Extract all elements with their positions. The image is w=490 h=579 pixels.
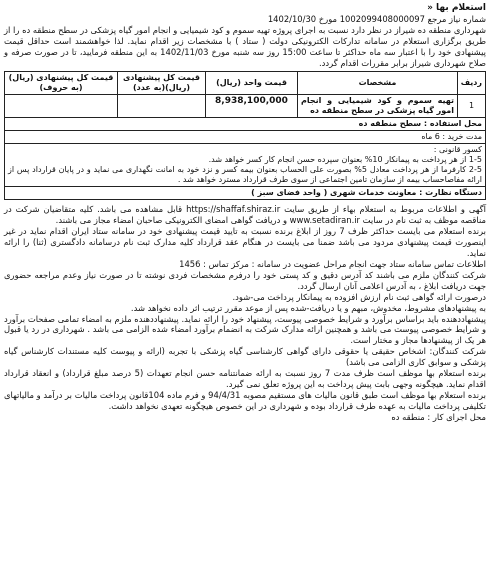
table-header-row: [5, 72, 486, 95]
body-paragraph: پیشنهاددهنده باید براساس برآورد و شرایط خصوصی پیوست، پیشنهاد خود را ارائه نماید. پیشنهاددهنده ملزم به امضاء تمامی صفحات برآورد و شرایط خصوصی پیوست می باشد و همچنین ارائه مدارک شرکت به انضمام برآورد امضاء شده الزامی می باشد . شهرداری در رد یا قبول هر یک از پیشنهادها مجاز و مختار است.: [4, 313, 486, 346]
body-paragraph: اطلاعات تماس سامانه ستاد جهت انجام مراحل عضویت در سامانه : مرکز تماس : 1456: [179, 258, 486, 269]
body-paragraph: به پیشنهادهای مشروط، مخدوش، مبهم و یا دریافت-شده پس از موعد مقرر ترتیب اثر داده نخواهد شد.: [130, 302, 486, 313]
row-total-words: [5, 95, 118, 118]
row-description: تهیه سموم و کود شیمیایی و انجام امور گیاه پزشکی در سطح منطقه ده: [298, 95, 458, 118]
body-paragraph: برنده استعلام می بایست حداکثر ظرف 7 روز از ابلاغ برنده نسبت به تایید قیمت پیشنهادی خود در سامانه ستاد ایران اقدام نماید در غیر اینصورت قیمت پیشنهادی مردود می باشد ضمنا می بایست در هنگام عقد قرارداد کلیه مدارک ثبت نام درسامانه دادگستری (ثنا) را ارائه نماید.: [4, 226, 487, 259]
tender-notice: [4, 3, 486, 573]
location-text: محل استفاده : سطح منطقه ده: [5, 118, 486, 131]
legal-deductions-row: [5, 144, 486, 187]
location-row: [5, 118, 486, 131]
body-paragraph: شرکت کنندگان ملزم می باشند کد آدرس دقیق و کد پستی خود را درفرم مشخصات فردی نوشته تا در صورت نیاز وعدم مراجعه حضوری جهت دریافت ابلاغ ، به آدرس اعلامی آنان ارسال گردد.: [4, 269, 486, 291]
header-unit-price: قیمت واحد (ریال): [206, 72, 298, 95]
duration-text: مدت خرید : 6 ماه: [5, 131, 486, 144]
row-number: 1: [458, 95, 486, 118]
header-total-words: قیمت کل پیشنهادی (ریال)(به حروف): [5, 72, 118, 95]
body-paragraph: برنده استعلام بها موظف است ظرف مدت 7 روز نسبت به ارائه ضمانتنامه حسن انجام تعهدات (5 درصد مبلغ قرارداد) و انعقاد قرارداد اقدام نماید. هیچگونه وجهی بابت پیش پرداخت به این پروژه تعلق نمی گیرد.: [4, 368, 486, 389]
header-description: مشخصات: [298, 72, 458, 95]
body-paragraph: برنده استعلام بها موظف است طبق قانون مالیات های مستقیم مصوبه 94/4/31 و فرم ماده 104قانون پرداخت مالیات بر درآمد و مالیاتهای تکلیفی پرداخت مالیات به عهده طرف قرارداد بوده و شهرداری در این خصوص هیچگونه تعهدی نخواهد داشت.: [4, 389, 486, 411]
notice-title: استعلام بها «: [427, 3, 486, 13]
supervision-row: [5, 187, 486, 200]
row-unit-price: 8,938,100,000: [206, 95, 298, 118]
legal-deductions-cell: [5, 144, 486, 187]
row-total-numeric: [118, 95, 206, 118]
header-total-numeric: قیمت کل پیشنهادی (ریال)(به عدد): [118, 72, 206, 95]
legal-deductions-title: کسور قانونی :: [433, 145, 482, 155]
duration-row: [5, 131, 486, 144]
intro-paragraph: شهرداری منطقه ده شیراز در نظر دارد نسبت به اجرای پروژه تهیه سموم و کود شیمیایی و انجام امور گیاه پزشکی در سطح منطقه ده را از طریق برگزاری استعلام در سامانه تدارکات الکترونیکی دولت ( ستاد ) با مشخصات زیر اقدام نماید. لذا خواهشمند است حداقل قیمت پیشنهادی خود را با اعتبار سه ماه حداکثر تا ساعت 15:00 روز سه شنبه مورخ 1402/11/03 به این منطقه فرمایید، تا در صورت صرفه و صلاح شهرداری شیراز برابر مقررات اقدام گردد.: [4, 24, 487, 68]
legal-deduction-1: 1-5 از هر پرداخت به پیمانکار 10% بعنوان سپرده حسن انجام کار کسر خواهد شد.: [208, 155, 482, 165]
reference-number: شماره نیاز مرجع 1002099408000097 مورخ 1402/10/30: [267, 13, 486, 24]
body-paragraph: آگهی و اطلاعات مربوط به استعلام بهاء از طریق سایت https://shaffaf.shiraz.ir قابل مشاهده می باشد. کلیه متقاضیان شرکت در مناقصه موظف به ثبت نام در سایت www.setadiran.ir و دریافت گواهی امضای الکترونیکی صاحبان امضاء مجاز می باشند.: [4, 204, 487, 226]
supervision-text: دستگاه نظارت : معاونت خدمات شهری ( واحد فضای سبز ): [5, 187, 486, 200]
specification-table: [4, 71, 486, 200]
body-paragraph: درصورت ارائه گواهی ثبت نام ارزش افزوده به پیمانکار پرداخت می-شود.: [232, 291, 486, 302]
body-paragraph: محل اجرای کار : منطقه ده: [391, 411, 486, 422]
notice-body: [4, 204, 486, 422]
body-paragraph: شرکت کنندگان: اشخاص حقیقی یا حقوقی دارای گواهی کارشناسی گیاه پزشکی با تجربه (ارائه و پیوست کلیه مستندات کارشناس گیاه پزشکی و سوابق کاری الزامی می باشد): [4, 346, 486, 368]
header-row-number: ردیف: [458, 72, 486, 95]
table-row: [5, 95, 486, 118]
legal-deduction-2: 2-5 کارفرما از هر پرداخت معادل 5% بصورت علی الحساب بعنوان بیمه کسر و نزد خود به امانت نگهداری می نماید و در پایان قرارداد پس از ارائه مفاصاحساب بیمه از سازمان تامین اجتماعی از سوی طرف قرارداد مسترد خواهد شد .: [8, 165, 482, 185]
